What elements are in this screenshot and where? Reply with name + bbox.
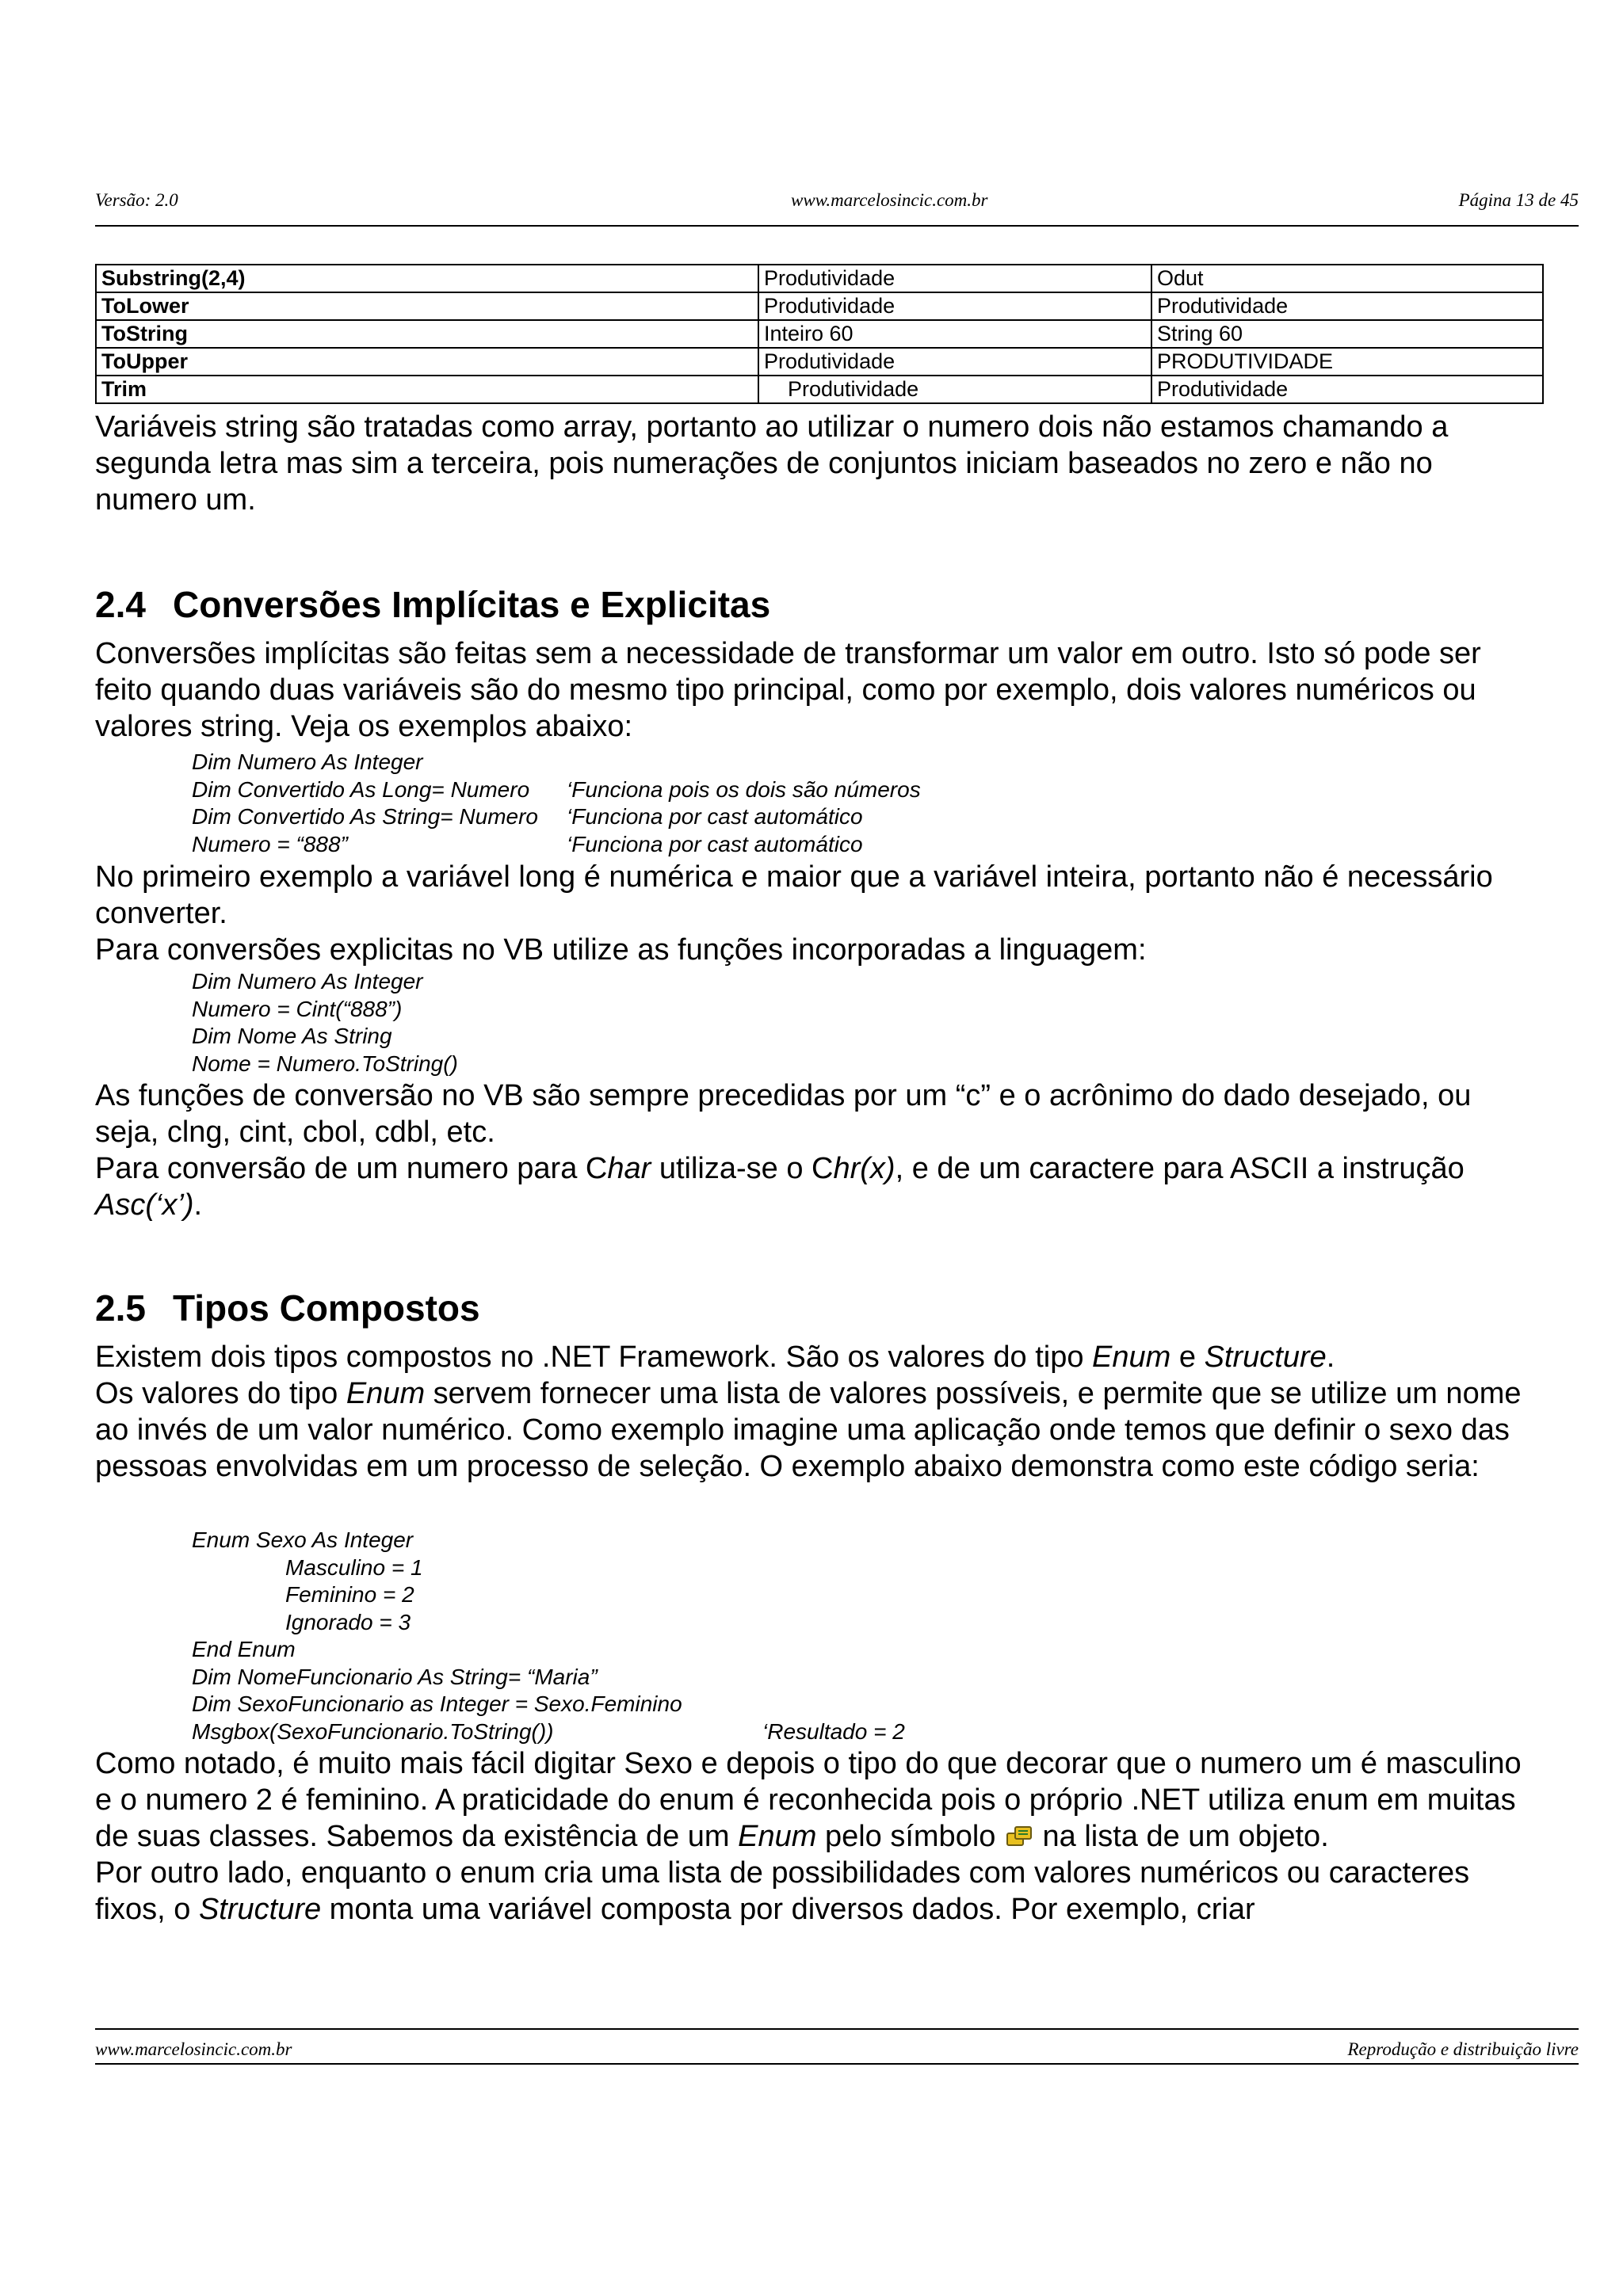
table-cell-method: ToUpper <box>96 348 758 376</box>
table-row <box>96 348 1543 376</box>
code-line: Enum Sexo As Integer <box>192 1527 414 1552</box>
code-line: Feminino = 2 <box>285 1582 414 1607</box>
footer-rule-bottom <box>95 2063 1579 2065</box>
table-cell-method: ToLower <box>96 292 758 320</box>
code-line: Msgbox(SexoFuncionario.ToString()) <box>192 1718 554 1744</box>
section-2-4-intro: Conversões implícitas são feitas sem a necessidade de transformar um valor em outro. Isto só pode ser feito quando duas variáveis são do mesmo tipo principal, como por exemplo, dois valores numéricos ou valores string. Veja os exemplos abaixo: <box>95 637 1481 743</box>
code-line: Dim Convertido As String= Numero <box>192 804 539 829</box>
code-line: Masculino = 1 <box>285 1554 423 1580</box>
conversion-functions-paragraph: As funções de conversão no VB são sempre precedidas por um “c” e o acrônimo do dado desejado, ou seja, clng, cint, cbol, cdbl, etc. Para conversão de um numero para Char utiliza-se o Chr(x), e de um caractere para ASCII a instrução Asc(‘x’). <box>95 1077 1537 1223</box>
array-paragraph: Variáveis string são tratadas como array, portanto ao utilizar o numero dois não estamos chamando a segunda letra mas sim a terceira, pois numerações de conjuntos iniciam baseados no zero e não no numero um. <box>95 410 1449 517</box>
footer-license: Reprodução e distribuição livre <box>1347 2039 1579 2059</box>
chr-asc-paragraph: Para conversão de um numero para Char utiliza-se o Chr(x), e de um caractere para ASCII a instrução Asc(‘x’). <box>95 1152 1465 1222</box>
enum-code-comment: ‘Resultado = 2 <box>762 1718 905 1744</box>
code-line: Dim Convertido As Long= Numero <box>192 776 530 802</box>
version-label: Versão: 2.0 <box>95 190 178 210</box>
table-cell-input: Inteiro 60 <box>758 320 1151 348</box>
table-cell-result: Odut <box>1151 265 1543 292</box>
explicit-intro: Para conversões explicitas no VB utilize as funções incorporadas a linguagem: <box>95 933 1147 967</box>
section-2-5-heading: 2.5 Tipos Compostos <box>95 1287 480 1329</box>
code-line: Nome = Numero.ToString() <box>192 1051 458 1076</box>
code-line: Numero = “888” <box>192 831 348 856</box>
table-cell-method: ToString <box>96 320 758 348</box>
table-cell-input: Produtividade <box>758 376 1151 403</box>
enum-description: Os valores do tipo Enum servem fornecer uma lista de valores possíveis, e permite que se utilize um nome ao invés de um valor numérico. Como exemplo imagine uma aplicação onde temos que definir o sexo das pessoas envolvidas em um processo de seleção. O exemplo abaixo demonstra como este código seria: <box>95 1377 1522 1483</box>
code-comment: ‘Funciona pois os dois são números <box>567 776 921 802</box>
footer-site: www.marcelosincic.com.br <box>95 2039 292 2059</box>
explicit-code-block <box>192 968 458 1077</box>
code-line: End Enum <box>192 1637 296 1661</box>
code-line: Dim Nome As String <box>192 1024 392 1048</box>
header-site: www.marcelosincic.com.br <box>791 190 988 210</box>
table-cell-method: Substring(2,4) <box>96 265 758 292</box>
code-line: Numero = Cint(“888”) <box>192 996 403 1021</box>
table-row <box>96 265 1543 292</box>
code-line: Dim Numero As Integer <box>192 969 423 994</box>
table-row <box>96 376 1543 403</box>
header-rule <box>95 225 1579 227</box>
structure-paragraph: Por outro lado, enquanto o enum cria uma lista de possibilidades com valores numéricos ou caracteres fixos, o Structure monta uma variável composta por diversos dados. Por exemplo, criar <box>95 1856 1470 1926</box>
code-line: Dim Numero As Integer <box>192 749 423 774</box>
code-comment: ‘Funciona por cast automático <box>567 831 863 856</box>
table-cell-input: Produtividade <box>758 265 1151 292</box>
long-paragraph: No primeiro exemplo a variável long é numérica e maior que a variável inteira, portanto não é necessário converter. Para conversões explicitas no VB utilize as funções incorporadas a linguagem: <box>95 859 1537 968</box>
implicit-code-comments <box>567 749 921 858</box>
code-line: Dim SexoFuncionario as Integer = Sexo.Feminino <box>192 1691 682 1716</box>
table-row <box>96 320 1543 348</box>
code-comment: ‘Funciona por cast automático <box>567 804 863 829</box>
enum-explanation: Como notado, é muito mais fácil digitar Sexo e depois o tipo do que decorar que o numero um é masculino e o numero 2 é feminino. A praticidade do enum é reconhecida pois o próprio .NET utiliza enum em muitas de suas classes. Sabemos da existência de um Enum pelo símbolo na lista de um objeto. Por outro lado, enquanto o enum cria uma lista de possibilidades com valores numéricos ou caracteres fixos, o Structure monta uma variável composta por diversos dados. Por exemplo, criar <box>95 1745 1537 1928</box>
table-cell-input: Produtividade <box>758 292 1151 320</box>
table-cell-result: PRODUTIVIDADE <box>1151 348 1543 376</box>
table-cell-result: Produtividade <box>1151 292 1543 320</box>
page-number: Página 13 de 45 <box>1458 190 1579 210</box>
table-cell-result: Produtividade <box>1151 376 1543 403</box>
enum-code-block <box>192 1527 682 1745</box>
table-cell-method: Trim <box>96 376 758 403</box>
implicit-code-block <box>192 749 538 858</box>
table-row <box>96 292 1543 320</box>
string-methods-table <box>95 264 1544 404</box>
code-line: Dim NomeFuncionario As String= “Maria” <box>192 1664 598 1689</box>
section-2-4-heading: 2.4 Conversões Implícitas e Explicitas <box>95 584 771 625</box>
footer-rule-top <box>95 2028 1579 2030</box>
page-header <box>95 190 1579 220</box>
code-line: Ignorado = 3 <box>285 1609 411 1634</box>
section-2-5-intro: Existem dois tipos compostos no .NET Framework. São os valores do tipo Enum e Structure. Os valores do tipo Enum servem fornecer uma lista de valores possíveis, e permite que se utilize um nome ao invés de um valor numérico. Como exemplo imagine uma aplicação onde temos que definir o sexo das pessoas envolvidas em um processo de seleção. O exemplo abaixo demonstra como este código seria: <box>95 1339 1537 1485</box>
table-cell-result: String 60 <box>1151 320 1543 348</box>
enum-icon <box>1004 1821 1034 1847</box>
table-cell-input: Produtividade <box>758 348 1151 376</box>
